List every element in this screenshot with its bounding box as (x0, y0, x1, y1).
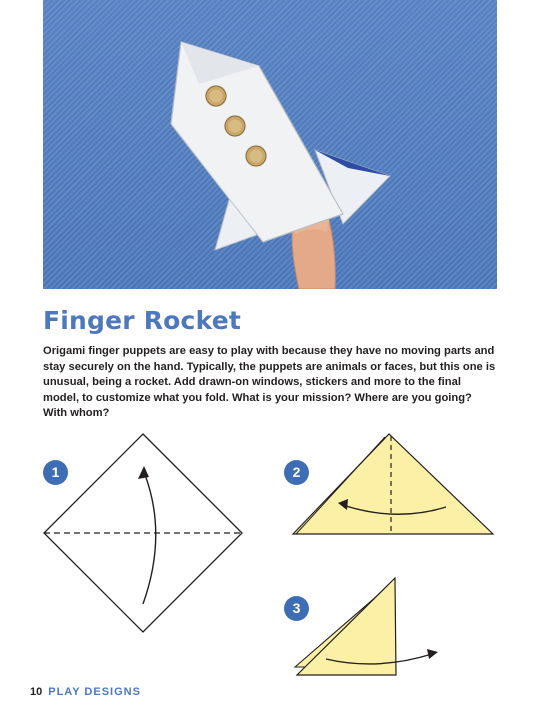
article-intro: Origami finger puppets are easy to play with because they have no moving parts and stay securely on the hand. Typically, the puppets are animals or faces, but this one is unusual, being a rocket. Add drawn-on windows, stickers and more to the final model, to customize what you fold. What is your mission? Where are you going? With whom? (43, 345, 496, 420)
step-1-badge: 1 (43, 460, 68, 485)
page-footer (30, 686, 141, 698)
step-3-diagram (292, 575, 442, 679)
step-2-diagram (290, 430, 496, 538)
step-3-badge: 3 (284, 596, 309, 621)
step-2-badge: 2 (284, 460, 309, 485)
section-name: PLAY DESIGNS (48, 686, 141, 698)
rocket-illustration (43, 0, 497, 289)
article-title: Finger Rocket (43, 306, 242, 335)
hero-photo (43, 0, 497, 289)
step-1-diagram (40, 432, 246, 638)
page-number: 10 (30, 686, 43, 698)
